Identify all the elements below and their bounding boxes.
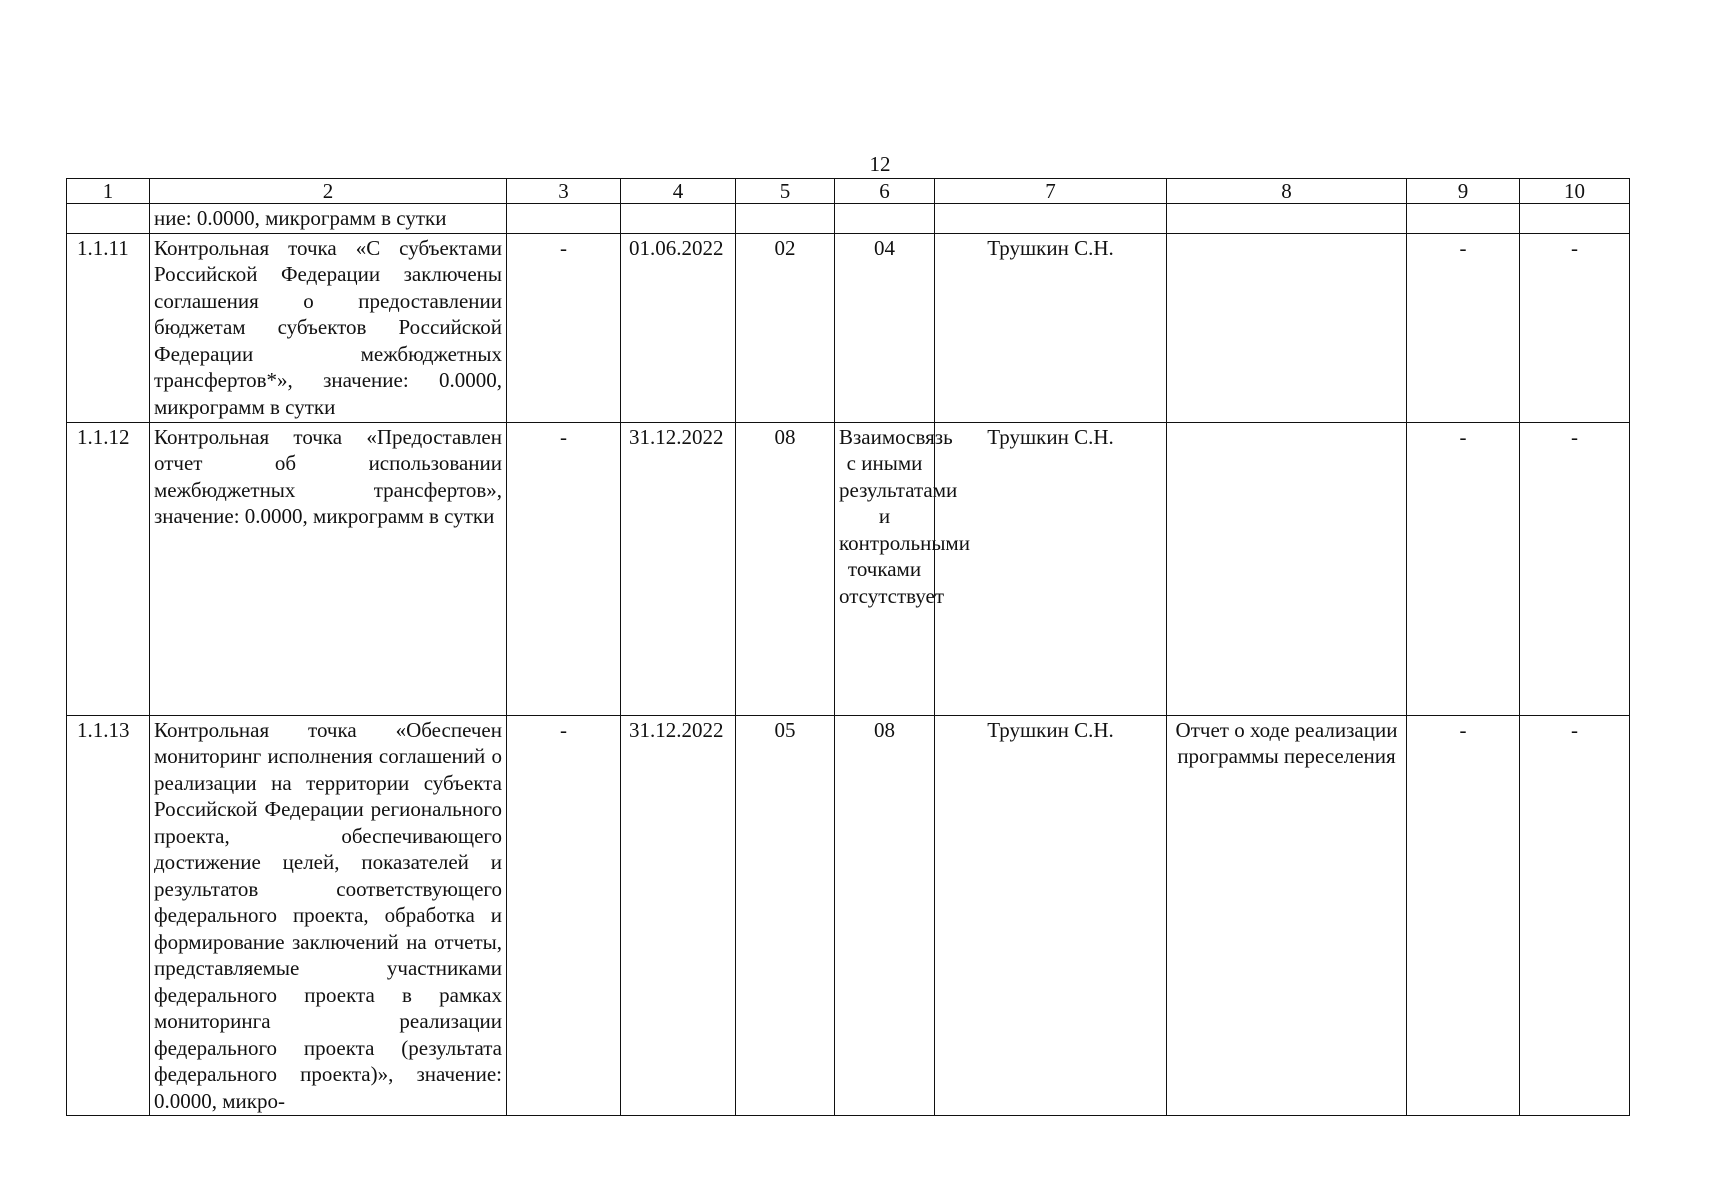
table-cell: 02: [736, 233, 835, 422]
table-cell: [1520, 204, 1630, 234]
column-header: 3: [507, 179, 621, 204]
responsible-cell: Трушкин С.Н.: [935, 422, 1167, 715]
document-cell: [1167, 422, 1407, 715]
column-header: 5: [736, 179, 835, 204]
row-number: 1.1.11: [67, 233, 150, 422]
column-header: 2: [150, 179, 507, 204]
column-header: 1: [67, 179, 150, 204]
table-cell: -: [1407, 422, 1520, 715]
row-number: 1.1.12: [67, 422, 150, 715]
date-cell: 31.12.2022: [621, 715, 736, 1116]
control-point-text: Контрольная точка «С субъектами Российской Федерации заключены соглашения о предоставлении бюджетам субъектов Российской Федерации межбюджетных трансфертов*», значение: 0.0000, микрограмм в сутки: [150, 233, 507, 422]
column-header: 9: [1407, 179, 1520, 204]
table-cell: [1407, 204, 1520, 234]
column-header: 8: [1167, 179, 1407, 204]
control-point-text: Контрольная точка «Обеспечен мониторинг исполнения соглашений о реализации на территории субъекта Российской Федерации регионального проекта, обеспечивающего достижение целей, показателей и результатов соответствующего федерального проекта, обработка и формирование заключений на отчеты, представляемые участниками федерального проекта в рамках мониторинга реализации федерального проекта (результата федерального проекта)», значение: 0.0000, микро-: [150, 715, 507, 1116]
document-cell: [1167, 233, 1407, 422]
table-cell: [67, 204, 150, 234]
continuation-text: ние: 0.0000, микрограмм в сутки: [150, 204, 507, 234]
responsible-cell: Трушкин С.Н.: [935, 233, 1167, 422]
continuation-row: [67, 204, 1630, 234]
table-cell: [507, 204, 621, 234]
table-cell: 08: [835, 715, 935, 1116]
table-cell: Взаимосвязь с иными результатами и контрольными точками отсутствует: [835, 422, 935, 715]
table-cell: -: [507, 422, 621, 715]
document-cell: Отчет о ходе реализации программы переселения: [1167, 715, 1407, 1116]
table-cell: [621, 204, 736, 234]
table-row: [67, 233, 1630, 422]
column-header: 6: [835, 179, 935, 204]
table-cell: -: [1407, 233, 1520, 422]
page-number: 12: [869, 152, 891, 176]
table-cell: -: [1407, 715, 1520, 1116]
table-cell: [935, 204, 1167, 234]
table-cell: -: [1520, 715, 1630, 1116]
table-row: [67, 422, 1630, 715]
table-cell: 08: [736, 422, 835, 715]
column-header: 7: [935, 179, 1167, 204]
table-cell: [1167, 204, 1407, 234]
column-header: 4: [621, 179, 736, 204]
table-cell: 04: [835, 233, 935, 422]
responsible-cell: Трушкин С.Н.: [935, 715, 1167, 1116]
control-point-text: Контрольная точка «Предоставлен отчет об использовании межбюджетных трансфертов», значение: 0.0000, микрограмм в сутки: [150, 422, 507, 715]
row-number: 1.1.13: [67, 715, 150, 1116]
column-number-header-row: [67, 179, 1630, 204]
date-cell: 31.12.2022: [621, 422, 736, 715]
table-cell: [736, 204, 835, 234]
table-cell: -: [507, 233, 621, 422]
table-cell: -: [1520, 233, 1630, 422]
table-cell: [835, 204, 935, 234]
table-cell: -: [507, 715, 621, 1116]
control-points-table: [66, 178, 1630, 1116]
date-cell: 01.06.2022: [621, 233, 736, 422]
table-cell: 05: [736, 715, 835, 1116]
column-header: 10: [1520, 179, 1630, 204]
table-cell: -: [1520, 422, 1630, 715]
table-row: [67, 715, 1630, 1116]
